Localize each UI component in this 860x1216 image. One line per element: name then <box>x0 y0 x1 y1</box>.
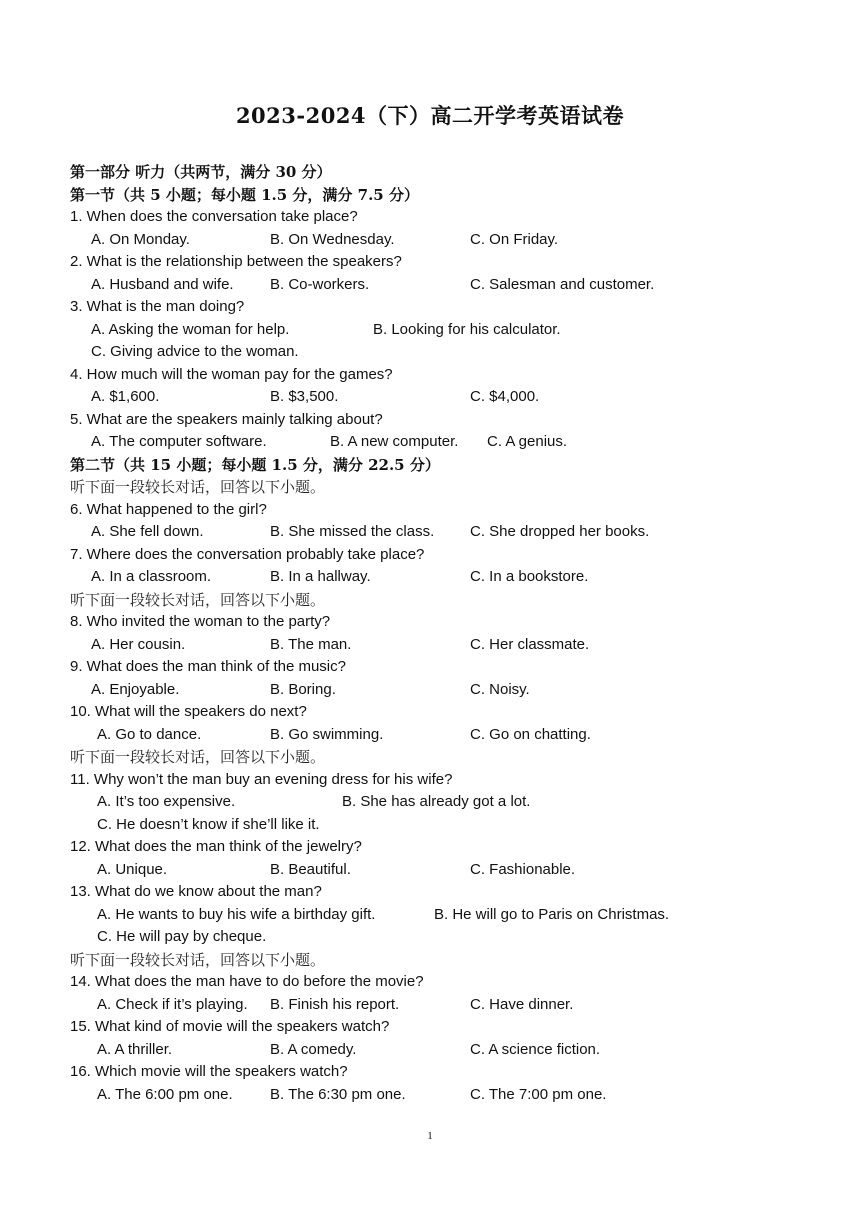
option-c: C. Her classmate. <box>470 635 590 653</box>
section-heading: 第一节（共 5 小题；每小题 1.5 分，满分 7.5 分） <box>70 185 419 204</box>
option-b: B. Co-workers. <box>270 275 370 293</box>
option-row <box>70 791 810 814</box>
option-c: C. He doesn’t know if she’ll like it. <box>97 815 320 833</box>
question-stem: 13. What do we know about the man? <box>70 883 322 900</box>
option-a: A. It’s too expensive. <box>97 793 236 810</box>
option-row <box>70 566 810 589</box>
question-stem: 14. What does the man have to do before the movie? <box>70 973 424 990</box>
exam-title: 2023-2024（下）高二开学考英语试卷 <box>235 103 625 128</box>
option-b: B. She missed the class. <box>270 523 435 540</box>
question-stem: 16. Which movie will the speakers watch? <box>70 1063 348 1080</box>
option-row <box>70 1084 810 1107</box>
option-b: B. She has already got a lot. <box>342 793 531 810</box>
option-b: B. Finish his report. <box>270 995 400 1013</box>
instruction: 听下面一段较长对话，回答以下小题。 <box>70 590 326 609</box>
section-heading: 第二节（共 15 小题；每小题 1.5 分，满分 22.5 分） <box>70 455 440 474</box>
option-c: C. A science fiction. <box>470 1040 601 1058</box>
option-row <box>70 634 810 657</box>
question-stem: 3. What is the man doing? <box>70 298 245 315</box>
option-c: C. In a bookstore. <box>470 568 589 585</box>
option-row <box>70 319 810 342</box>
question-stem: 11. Why won’t the man buy an evening dress for his wife? <box>70 770 453 788</box>
option-row <box>70 386 810 409</box>
option-row <box>70 229 810 252</box>
page-number: 1 <box>427 1130 433 1142</box>
option-row <box>70 904 810 927</box>
option-a: A. In a classroom. <box>91 568 212 585</box>
option-a: A. She fell down. <box>91 523 204 540</box>
question-stem: 7. Where does the conversation probably take place? <box>70 545 425 563</box>
option-b: B. He will go to Paris on Christmas. <box>434 905 670 923</box>
option-b: B. $3,500. <box>270 388 339 405</box>
instruction: 听下面一段较长对话，回答以下小题。 <box>70 950 326 969</box>
option-a: A. $1,600. <box>91 388 160 405</box>
option-c: C. She dropped her books. <box>470 523 650 540</box>
option-c: C. A genius. <box>487 433 568 450</box>
option-b: B. The 6:30 pm one. <box>270 1085 406 1103</box>
option-a: A. Unique. <box>97 860 168 878</box>
option-row <box>70 724 810 747</box>
question-stem: 1. When does the conversation take place? <box>70 208 358 225</box>
option-b: B. In a hallway. <box>270 568 371 585</box>
option-a: A. Asking the woman for help. <box>91 320 290 338</box>
option-b: B. A comedy. <box>270 1040 357 1058</box>
option-a: A. The 6:00 pm one. <box>97 1085 233 1103</box>
option-row <box>70 341 810 364</box>
listening-part <box>70 161 810 1106</box>
option-row <box>70 274 810 297</box>
option-a: A. On Monday. <box>91 230 190 248</box>
option-c: C. On Friday. <box>470 230 559 248</box>
option-a: A. Go to dance. <box>97 725 202 743</box>
part-heading: 第一部分 听力（共两节，满分 30 分） <box>70 163 332 181</box>
option-row <box>70 814 810 837</box>
option-row <box>70 859 810 882</box>
option-a: A. He wants to buy his wife a birthday gift. <box>97 905 376 923</box>
option-c: C. Fashionable. <box>470 860 576 878</box>
option-a: A. The computer software. <box>91 433 267 450</box>
question-stem: 5. What are the speakers mainly talking about? <box>70 410 383 428</box>
question-stem: 15. What kind of movie will the speakers watch? <box>70 1018 390 1035</box>
option-c: C. Salesman and customer. <box>470 275 655 293</box>
question-stem: 12. What does the man think of the jewelry? <box>70 838 362 855</box>
option-c: C. The 7:00 pm one. <box>470 1085 607 1103</box>
option-row <box>70 431 810 454</box>
option-c: C. Noisy. <box>470 680 530 698</box>
option-a: A. Check if it’s playing. <box>97 995 248 1013</box>
option-b: B. A new computer. <box>330 433 459 450</box>
option-c: C. He will pay by cheque. <box>97 928 267 945</box>
question-stem: 10. What will the speakers do next? <box>70 703 307 720</box>
instruction: 听下面一段较长对话，回答以下小题。 <box>70 478 326 496</box>
option-b: B. Looking for his calculator. <box>373 320 561 338</box>
question-stem: 6. What happened to the girl? <box>70 500 267 518</box>
option-c: C. Have dinner. <box>470 995 574 1013</box>
instruction: 听下面一段较长对话，回答以下小题。 <box>70 748 326 766</box>
option-row <box>70 926 810 949</box>
question-stem: 8. Who invited the woman to the party? <box>70 613 331 630</box>
option-b: B. Go swimming. <box>270 725 384 743</box>
option-b: B. Boring. <box>270 680 336 698</box>
option-a: A. Husband and wife. <box>91 275 234 293</box>
option-row <box>70 1039 810 1062</box>
option-c: C. Giving advice to the woman. <box>91 343 299 360</box>
option-b: B. Beautiful. <box>270 860 351 878</box>
option-b: B. On Wednesday. <box>270 230 395 248</box>
option-row <box>70 679 810 702</box>
option-a: A. Her cousin. <box>91 635 186 653</box>
option-row <box>70 521 810 544</box>
question-stem: 9. What does the man think of the music? <box>70 658 346 675</box>
option-c: C. Go on chatting. <box>470 725 591 743</box>
question-stem: 4. How much will the woman pay for the games? <box>70 365 393 383</box>
option-a: A. A thriller. <box>97 1040 173 1058</box>
question-stem: 2. What is the relationship between the speakers? <box>70 253 402 270</box>
option-c: C. $4,000. <box>470 388 540 405</box>
option-row <box>70 994 810 1017</box>
option-b: B. The man. <box>270 635 352 653</box>
option-a: A. Enjoyable. <box>91 680 180 698</box>
